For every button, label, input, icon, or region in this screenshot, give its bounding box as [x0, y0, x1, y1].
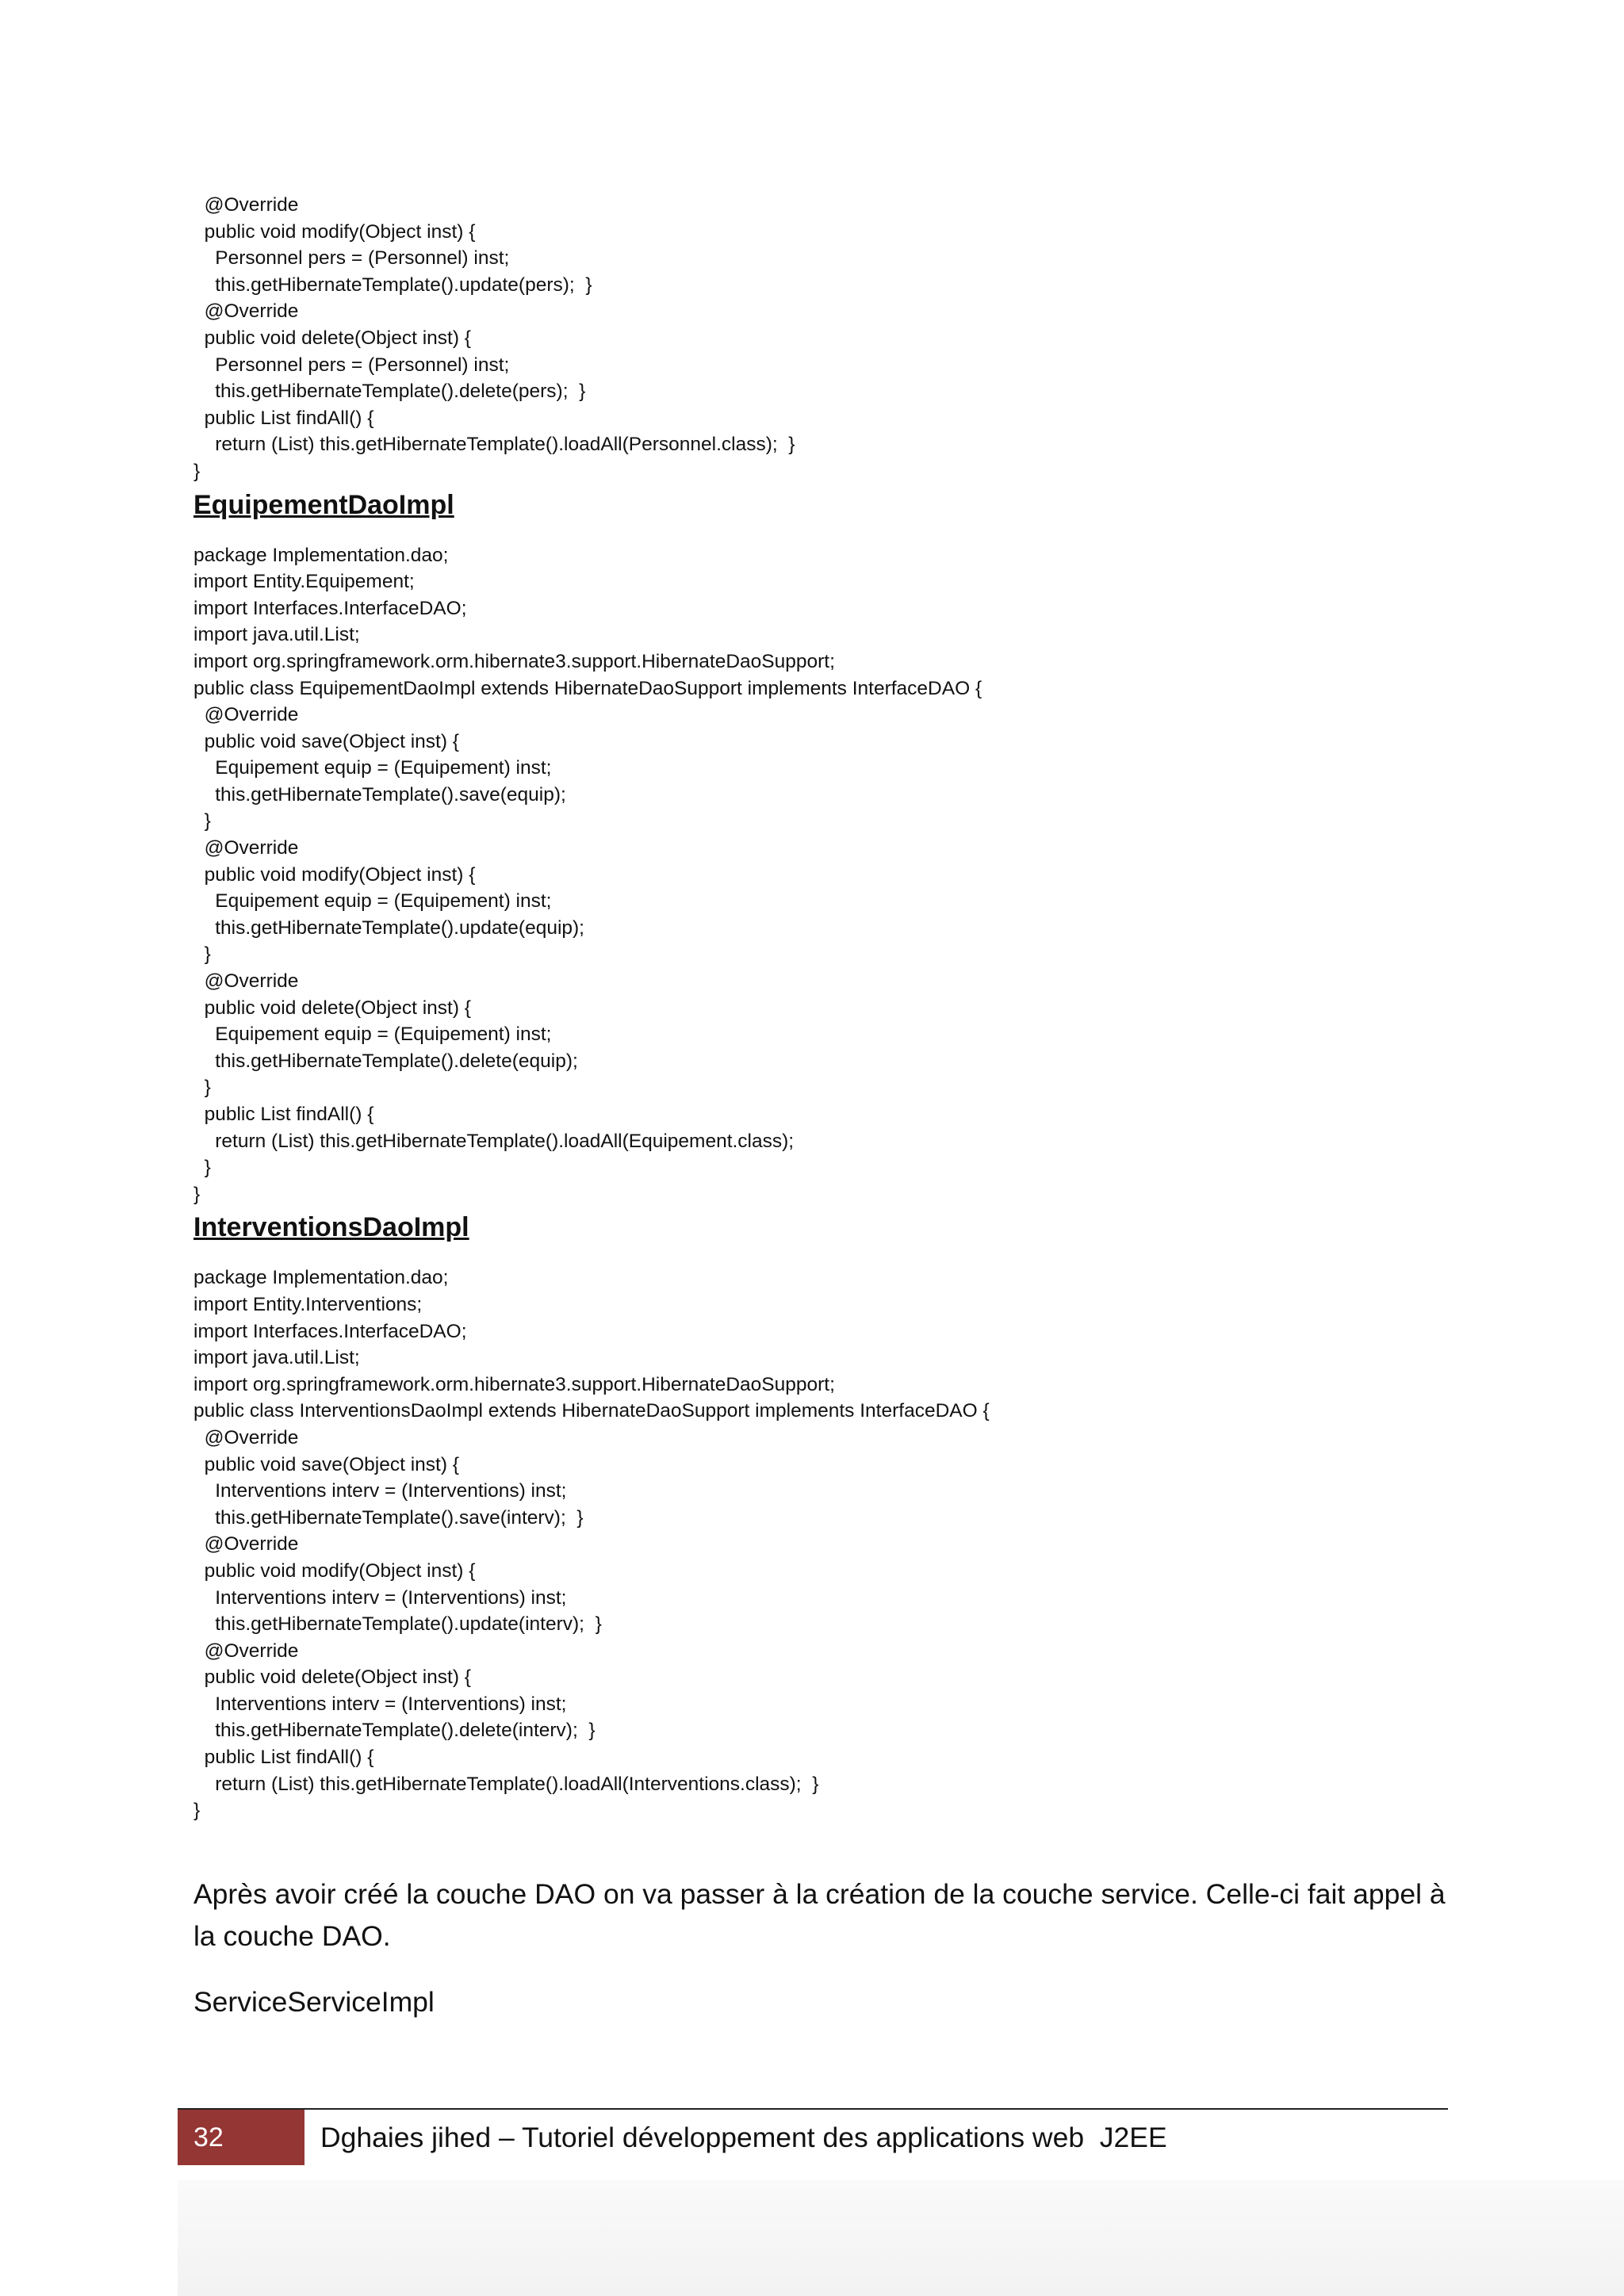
- code-line: import Interfaces.InterfaceDAO;: [193, 1320, 467, 1342]
- code-line: public List findAll() {: [193, 407, 374, 429]
- code-line: this.getHibernateTemplate().delete(pers); }: [193, 381, 586, 403]
- code-line: @Override: [193, 300, 299, 323]
- code-line: import org.springframework.orm.hibernate3.support.HibernateDaoSupport;: [193, 650, 835, 672]
- code-line: }: [193, 1077, 211, 1099]
- code-line: public void modify(Object inst) {: [193, 220, 476, 243]
- code-line: @Override: [193, 970, 299, 993]
- code-line: public class InterventionsDaoImpl extends HibernateDaoSupport implements InterfaceDAO {: [193, 1400, 990, 1422]
- equipement-dao-code: [193, 542, 1446, 1208]
- personnel-dao-code-tail: [193, 192, 1446, 485]
- code-line: public void save(Object inst) {: [193, 1453, 459, 1475]
- code-line: @Override: [193, 837, 299, 859]
- code-line: return (List) this.getHibernateTemplate().loadAll(Interventions.class); }: [193, 1773, 819, 1795]
- code-line: Personnel pers = (Personnel) inst;: [193, 247, 510, 270]
- code-line: @Override: [193, 1533, 299, 1556]
- document-page: [193, 192, 1446, 2023]
- code-line: import org.springframework.orm.hibernate3.support.HibernateDaoSupport;: [193, 1373, 835, 1395]
- code-line: }: [193, 460, 201, 482]
- code-line: package Implementation.dao;: [193, 1267, 449, 1289]
- code-line: this.getHibernateTemplate().save(equip);: [193, 783, 566, 806]
- code-line: Equipement equip = (Equipement) inst;: [193, 1024, 552, 1046]
- code-line: public void delete(Object inst) {: [193, 997, 471, 1019]
- code-line: public void modify(Object inst) {: [193, 863, 476, 886]
- code-line: this.getHibernateTemplate().delete(equip);: [193, 1050, 578, 1072]
- code-line: import java.util.List;: [193, 624, 360, 646]
- code-line: }: [193, 1183, 201, 1205]
- code-line: public List findAll() {: [193, 1104, 374, 1125]
- code-line: }: [193, 1800, 201, 1822]
- code-line: return (List) this.getHibernateTemplate().loadAll(Equipement.class);: [193, 1130, 795, 1152]
- code-line: Interventions interv = (Interventions) inst;: [193, 1480, 567, 1502]
- heading-equipement-dao-impl: EquipementDaoImpl: [193, 489, 454, 520]
- footer-page-number: 32: [178, 2110, 304, 2165]
- code-line: }: [193, 943, 211, 966]
- code-line: Interventions interv = (Interventions) inst;: [193, 1586, 567, 1609]
- code-line: public void modify(Object inst) {: [193, 1559, 476, 1582]
- service-impl-paragraph: ServiceServiceImpl: [193, 1985, 435, 2018]
- code-line: public class EquipementDaoImpl extends HibernateDaoSupport implements InterfaceDAO {: [193, 677, 982, 699]
- code-line: this.getHibernateTemplate().update(equip);: [193, 916, 584, 939]
- page-bottom-shade: [178, 2180, 1624, 2296]
- code-line: public List findAll() {: [193, 1747, 374, 1769]
- code-line: }: [193, 1157, 211, 1179]
- code-line: this.getHibernateTemplate().update(interv); }: [193, 1613, 602, 1636]
- code-line: @Override: [193, 704, 299, 726]
- code-line: @Override: [193, 1640, 299, 1662]
- code-line: import Entity.Equipement;: [193, 571, 415, 593]
- interventions-dao-code: [193, 1265, 1446, 1823]
- code-line: return (List) this.getHibernateTemplate().loadAll(Personnel.class); }: [193, 434, 795, 456]
- code-line: public void delete(Object inst) {: [193, 327, 471, 349]
- code-line: public void save(Object inst) {: [193, 730, 459, 752]
- footer-title: Dghaies jihed – Tutoriel développement des applications web J2EE: [320, 2122, 1167, 2153]
- code-line: this.getHibernateTemplate().save(interv); }: [193, 1506, 584, 1529]
- code-line: import java.util.List;: [193, 1347, 360, 1369]
- code-line: Personnel pers = (Personnel) inst;: [193, 354, 510, 376]
- code-line: this.getHibernateTemplate().update(pers); }: [193, 274, 592, 296]
- code-line: Interventions interv = (Interventions) inst;: [193, 1693, 567, 1715]
- code-line: @Override: [193, 194, 299, 216]
- heading-interventions-dao-impl: InterventionsDaoImpl: [193, 1212, 469, 1243]
- code-line: public void delete(Object inst) {: [193, 1667, 471, 1689]
- code-line: }: [193, 810, 211, 832]
- code-line: Equipement equip = (Equipement) inst;: [193, 757, 552, 779]
- code-line: import Entity.Interventions;: [193, 1293, 423, 1315]
- code-line: @Override: [193, 1426, 299, 1448]
- code-line: package Implementation.dao;: [193, 544, 449, 566]
- code-line: Equipement equip = (Equipement) inst;: [193, 890, 552, 913]
- intro-paragraph: Après avoir créé la couche DAO on va passer à la création de la couche service. Celle-ci fait appel à la couche DAO.: [193, 1877, 1446, 1952]
- code-line: import Interfaces.InterfaceDAO;: [193, 597, 467, 619]
- code-line: this.getHibernateTemplate().delete(interv); }: [193, 1720, 596, 1742]
